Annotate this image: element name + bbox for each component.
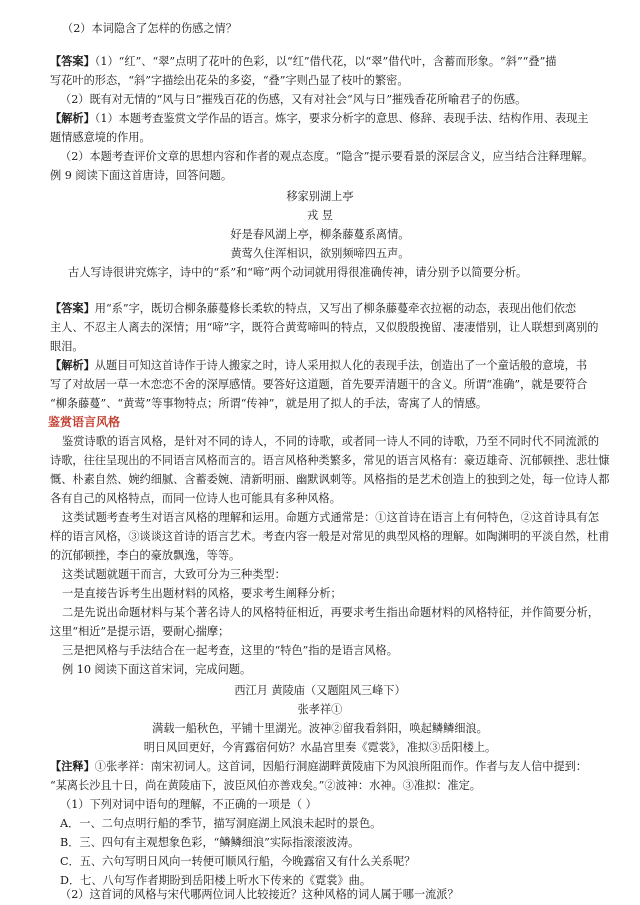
question-2: （2）本词隐含了怎样的伤感之情？: [62, 22, 237, 35]
analysis-line: 从题目可知这首诗作于诗人搬家之时，诗人采用拟人化的表现手法，创造出了一个童话般的意境，书: [94, 359, 588, 372]
type-2-line: 二是先说出命题材料与某个著名诗人的风格特征相近，再要求考生指出命题材料的风格特征，并作简要分析，: [62, 606, 600, 619]
analysis-tag: 【解析】: [50, 111, 95, 125]
analysis-line: 题情感意境的作用。: [50, 131, 151, 144]
analysis-line: （2）本题考查评价文章的思想内容和作者的观点态度。“隐含”提示要看景的深层含义，应当结合注释理解。: [60, 150, 594, 163]
example-9-question: 古人写诗很讲究炼字，诗中的“系”和“啼”两个动词就用得很准确传神，请分别予以简要分析。: [68, 266, 528, 279]
paragraph-3: 这类试题就题干而言，大致可分为三种类型：: [62, 568, 286, 581]
type-3: 三是把风格与手法结合在一起考查，这里的“特色”指的是语言风格。: [62, 644, 398, 657]
poem-title: 西江月 黄陵庙（又题阻风三峰下）: [234, 684, 406, 697]
type-2-line: 这里“相近”是提示语，要耐心揣摩；: [50, 625, 230, 638]
poem-author: 张孝祥①: [297, 703, 343, 716]
poem-line: 黄莺久住浑相识，欲别频啼四五声。: [230, 247, 410, 260]
poem-line: 好是春风湖上亭，柳条藤蔓系离情。: [230, 228, 410, 241]
example-10-intro: 例 10 阅读下面这首宋词，完成问题。: [62, 663, 252, 676]
option-a: A．一、二句点明行船的季节，描写洞庭湖上风浪未起时的景色。: [60, 817, 382, 830]
answer-line: 眼泪。: [50, 340, 84, 353]
answer-tag: 【答案】: [50, 54, 95, 68]
analysis-line: 写了对故居一草一木恋恋不舍的深厚感情。要答好这道题，首先要弄清题干的含义。所谓“准确”，就是要符合: [50, 378, 588, 391]
sub-question-2: （2）这首词的风格与宋代哪两位词人比较接近？这种风格的词人属于哪一流派？: [60, 888, 459, 901]
paragraph-line: 慨、朴素自然、婉约细腻、含蓄委婉、清新明丽、幽默讽刺等。风格指的是艺术创造上的独到之处，每一位诗人都: [50, 473, 610, 486]
paragraph-line: 的沉郁顿挫，李白的豪放飘逸，等等。: [50, 549, 241, 562]
poem-author: 戎 昱: [307, 209, 333, 222]
note-tag: 【注释】: [50, 759, 95, 773]
answer-tag: 【答案】: [50, 301, 95, 315]
answer-line: （1）“红”、“翠”点明了花叶的色彩，以“红”借代花，以“翠”借代叶，含蓄而形象。“斜”“叠”描: [94, 55, 557, 68]
type-1: 一是直接告诉考生出题材料的风格，要求考生阐释分析；: [62, 587, 342, 600]
paragraph-line: 诗歌，往往呈现出的不同语言风格而言的。语言风格种类繁多，常见的语言风格有：豪迈雄奇、沉郁顿挫、悲壮慷: [50, 454, 610, 467]
poem-line: 满载一船秋色，平铺十里湖光。波神②留我看斜阳，唤起鳞鳞细浪。: [152, 722, 488, 735]
analysis-line: （1）本题考查鉴赏文学作品的语言。炼字，要求分析字的意思、修辞、表现手法、结构作用、表现主: [94, 112, 589, 125]
note-line: ①张孝祥：南宋初词人。这首词，因船行洞庭湖畔黄陵庙下为风浪所阻而作。作者与友人信中提到：: [94, 760, 588, 773]
note-line: “某离长沙且十日，尚在黄陵庙下，波臣风伯亦善戏矣。”②波神：水神。③准拟：准定。: [50, 779, 481, 792]
analysis-line: “柳条藤蔓”、“黄莺”等事物特点；所谓“传神”，就是用了拟人的手法，寄寓了人的情感。: [50, 397, 488, 410]
poem-title: 移家别湖上亭: [286, 190, 354, 203]
option-d: D．七、八句写作者期盼到岳阳楼上听水下传来的《霓裳》曲。: [60, 874, 372, 887]
example-9-intro: 例 9 阅读下面这首唐诗，回答问题。: [50, 169, 233, 182]
paragraph-line: 鉴赏诗歌的语言风格，是针对不同的诗人，不同的诗歌，或者同一诗人不同的诗歌，乃至不同时代不同流派的: [62, 435, 600, 448]
answer-line: 写花叶的形态，“斜”字描绘出花朵的多姿，“叠”字则凸显了枝叶的繁密。: [50, 74, 409, 87]
answer-line: （2）既有对无情的“风与日”摧残百花的伤感，又有对社会“风与日”摧残香花所喻君子的伤感。: [60, 93, 527, 106]
poem-line: 明日风回更好，今宵露宿何妨？水晶宫里奏《霓裳》，准拟③岳阳楼上。: [143, 741, 497, 754]
answer-line: 主人、不忍主人离去的深情；用“啼”字，既符合黄莺啼叫的特点，又似殷殷挽留、凄凄惜别，让人联想到离别的: [50, 321, 599, 334]
paragraph-line: 各有自己的风格特点，而同一位诗人也可能具有多种风格。: [50, 492, 341, 505]
paragraph-line: 样的语言风格，③谈谈这首诗的语言艺术。考查内容一般是对常见的典型风格的理解。如陶渊明的平淡自然，杜甫: [50, 530, 610, 543]
sub-question-text: （1）下列对词中语句的理解，不正确的一项是（ ）: [60, 798, 317, 811]
answer-line: 用“系”字，既切合柳条藤蔓修长柔软的特点，又写出了柳条藤蔓牵衣拉裾的动态，表现出他们依恋: [94, 302, 577, 315]
analysis-tag: 【解析】: [50, 358, 95, 372]
paragraph-line: 这类试题考查考生对语言风格的理解和运用。命题方式通常是：①这首诗在语言上有何特色，②这首诗具有怎: [62, 511, 600, 524]
section-title: 鉴赏语言风格: [48, 415, 121, 429]
option-b: B．三、四句有主观想象色彩，“鳞鳞细浪”实际指滚滚波涛。: [60, 836, 360, 849]
option-c: C．五、六句写明日风向一转便可顺风行船，今晚露宿又有什么关系呢？: [60, 855, 416, 868]
